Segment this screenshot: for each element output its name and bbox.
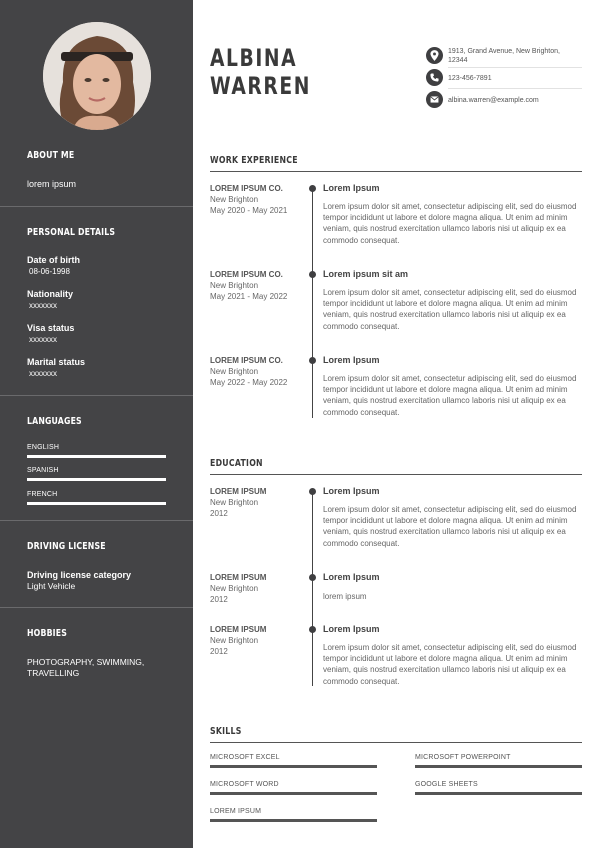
entry-place: New Brighton bbox=[210, 281, 259, 290]
entry-org: LOREM IPSUM CO. bbox=[210, 270, 283, 279]
timeline-dot bbox=[309, 271, 316, 278]
detail-label: Visa status bbox=[27, 323, 75, 333]
entry-title: Lorem Ipsum bbox=[323, 572, 380, 582]
education-timeline bbox=[312, 492, 313, 686]
license-value: Light Vehicle bbox=[27, 581, 76, 591]
address-line: 12344 bbox=[448, 57, 468, 64]
detail-value: xxxxxxx bbox=[29, 335, 57, 344]
language-level-bar bbox=[27, 455, 166, 458]
timeline-dot bbox=[309, 574, 316, 581]
section-rule bbox=[210, 742, 582, 743]
first-name: ALBINA bbox=[210, 44, 298, 72]
entry-date: 2012 bbox=[210, 595, 228, 604]
contact-divider bbox=[448, 67, 582, 68]
entry-place: New Brighton bbox=[210, 636, 259, 645]
profile-photo bbox=[43, 22, 151, 130]
entry-description: Lorem ipsum dolor sit amet, consectetur adipiscing elit, sed do eiusmod tempor incididunt ut labore et dolore magna aliqua. Ut enim ad minim veniam, quis nostrud exercitation ullamco laboris nisi ut aliquip ex ea commodo consequat. bbox=[323, 374, 577, 417]
entry-title: Lorem Ipsum bbox=[323, 183, 380, 193]
timeline-dot bbox=[309, 488, 316, 495]
detail-label: Marital status bbox=[27, 357, 86, 367]
sidebar bbox=[0, 0, 193, 848]
entry-description: Lorem ipsum dolor sit amet, consectetur adipiscing elit, sed do eiusmod tempor incididunt ut labore et dolore magna aliqua. Ut enim ad minim veniam, quis nostrud exercitation ullamco laboris nisi ut aliquip ex ea commodo consequat. bbox=[323, 288, 577, 331]
detail-value: xxxxxxx bbox=[29, 369, 57, 378]
work-experience-title: WORK EXPERIENCE bbox=[210, 155, 298, 166]
entry-place: New Brighton bbox=[210, 584, 259, 593]
language-level-bar bbox=[27, 478, 166, 481]
timeline-dot bbox=[309, 626, 316, 633]
entry-org: LOREM IPSUM bbox=[210, 573, 267, 582]
section-rule bbox=[210, 171, 582, 172]
timeline-dot bbox=[309, 357, 316, 364]
contact-divider bbox=[448, 88, 582, 89]
skills-title: SKILLS bbox=[210, 726, 242, 737]
email-text: albina.warren@example.com bbox=[448, 97, 539, 104]
phone-icon bbox=[426, 69, 443, 86]
sidebar-divider bbox=[0, 206, 193, 207]
hobbies-title: HOBBIES bbox=[27, 628, 68, 639]
skill-level-bar bbox=[415, 792, 582, 795]
entry-date: 2012 bbox=[210, 509, 228, 518]
work-timeline bbox=[312, 189, 313, 418]
entry-title: Lorem Ipsum bbox=[323, 624, 380, 634]
skill-name: MICROSOFT POWERPOINT bbox=[415, 754, 511, 761]
entry-description: lorem ipsum bbox=[323, 592, 367, 601]
last-name: WARREN bbox=[210, 72, 311, 100]
entry-title: Lorem Ipsum bbox=[323, 355, 380, 365]
hobbies-text: PHOTOGRAPHY, SWIMMING, bbox=[27, 657, 145, 667]
sidebar-divider bbox=[0, 607, 193, 608]
language-level-bar bbox=[27, 502, 166, 505]
license-label: Driving license category bbox=[27, 570, 132, 580]
section-rule bbox=[210, 474, 582, 475]
entry-place: New Brighton bbox=[210, 498, 259, 507]
skill-level-bar bbox=[415, 765, 582, 768]
skill-name: MICROSOFT WORD bbox=[210, 781, 279, 788]
location-pin-icon bbox=[426, 47, 443, 64]
entry-date: 2012 bbox=[210, 647, 228, 656]
entry-description: Lorem ipsum dolor sit amet, consectetur adipiscing elit, sed do eiusmod tempor incididunt ut labore et dolore magna aliqua. Ut enim ad minim veniam, quis nostrud exercitation ullamco laboris nisi ut aliquip ex ea commodo consequat. bbox=[323, 202, 577, 245]
timeline-dot bbox=[309, 185, 316, 192]
skill-name: LOREM IPSUM bbox=[210, 808, 262, 815]
hobbies-text: TRAVELLING bbox=[27, 668, 80, 678]
languages-title: LANGUAGES bbox=[27, 416, 82, 427]
phone-text: 123-456-7891 bbox=[448, 75, 492, 82]
skill-level-bar bbox=[210, 765, 377, 768]
about-text: lorem ipsum bbox=[27, 179, 77, 189]
detail-label: Nationality bbox=[27, 289, 74, 299]
entry-org: LOREM IPSUM CO. bbox=[210, 184, 283, 193]
entry-date: May 2020 - May 2021 bbox=[210, 206, 288, 215]
entry-description: Lorem ipsum dolor sit amet, consectetur adipiscing elit, sed do eiusmod tempor incididunt ut labore et dolore magna aliqua. Ut enim ad minim veniam, quis nostrud exercitation ullamco laboris nisi ut aliquip ex ea commodo consequat. bbox=[323, 505, 577, 548]
language-name: ENGLISH bbox=[27, 444, 60, 451]
skill-level-bar bbox=[210, 819, 377, 822]
sidebar-divider bbox=[0, 520, 193, 521]
entry-description: Lorem ipsum dolor sit amet, consectetur adipiscing elit, sed do eiusmod tempor incididunt ut labore et dolore magna aliqua. Ut enim ad minim veniam, quis nostrud exercitation ullamco laboris nisi ut aliquip ex ea commodo consequat. bbox=[323, 643, 577, 686]
entry-title: Lorem Ipsum bbox=[323, 486, 380, 496]
detail-value: 08-06-1998 bbox=[29, 267, 70, 276]
envelope-icon bbox=[426, 91, 443, 108]
detail-label: Date of birth bbox=[27, 255, 80, 265]
language-name: SPANISH bbox=[27, 467, 59, 474]
driving-license-title: DRIVING LICENSE bbox=[27, 541, 106, 552]
sidebar-divider bbox=[0, 395, 193, 396]
entry-org: LOREM IPSUM CO. bbox=[210, 356, 283, 365]
entry-org: LOREM IPSUM bbox=[210, 625, 267, 634]
entry-date: May 2021 - May 2022 bbox=[210, 292, 288, 301]
entry-org: LOREM IPSUM bbox=[210, 487, 267, 496]
entry-title: Lorem ipsum sit am bbox=[323, 269, 409, 279]
entry-place: New Brighton bbox=[210, 367, 259, 376]
detail-value: xxxxxxx bbox=[29, 301, 57, 310]
personal-details-title: PERSONAL DETAILS bbox=[27, 227, 116, 238]
address-line: 1913, Grand Avenue, New Brighton, bbox=[448, 48, 560, 55]
language-name: FRENCH bbox=[27, 491, 58, 498]
entry-date: May 2022 - May 2022 bbox=[210, 378, 288, 387]
entry-place: New Brighton bbox=[210, 195, 259, 204]
about-title: ABOUT ME bbox=[27, 150, 75, 161]
skill-name: GOOGLE SHEETS bbox=[415, 781, 478, 788]
skill-name: MICROSOFT EXCEL bbox=[210, 754, 280, 761]
skill-level-bar bbox=[210, 792, 377, 795]
education-title: EDUCATION bbox=[210, 458, 263, 469]
